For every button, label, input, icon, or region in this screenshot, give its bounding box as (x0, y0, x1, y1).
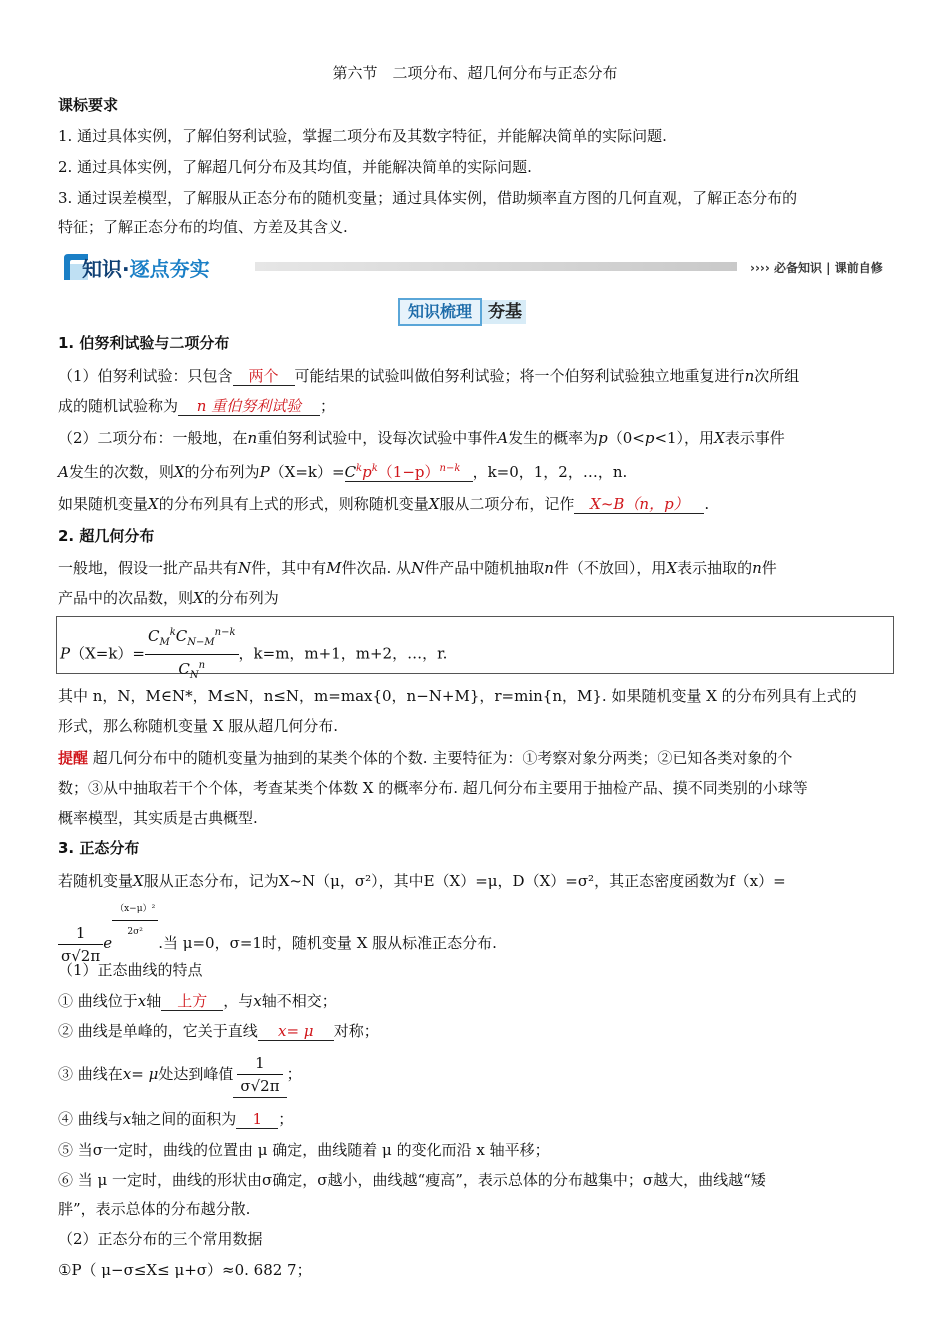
text: （2）二项分布：一般地，在 (58, 429, 248, 447)
var-C: C (148, 627, 160, 645)
text: 轴之间的面积为 (131, 1110, 237, 1128)
var-A: A (58, 463, 69, 481)
hypergeometric-formula (60, 622, 892, 687)
var-x: x (122, 1110, 132, 1128)
standards-item-3-cont: 特征；了解正态分布的均值、方差及其含义. (58, 218, 348, 236)
var-X: X (173, 463, 185, 481)
sup-exp: n−k (439, 463, 461, 474)
numerator: 1 (237, 1052, 282, 1075)
var-P: P (60, 644, 71, 663)
var-n: n (544, 559, 554, 577)
answer-blank: n 重伯努利试验 (178, 397, 320, 416)
sec2-para-4: 形式，那么称随机变量 X 服从超几何分布. (58, 717, 338, 735)
var-C: C (344, 463, 357, 481)
var-x: x (137, 992, 147, 1010)
text: 发生的次数，则 (68, 463, 174, 481)
curve-feature-5: ⑤ 当σ一定时，曲线的位置由 μ 确定，曲线随着 μ 的变化而沿 x 轴平移； (58, 1141, 550, 1159)
exp-numerator: （x−μ）² (112, 898, 158, 921)
sup-n: n (198, 660, 206, 671)
text: 一般地，假设一批产品共有 (58, 559, 239, 577)
sec2-para-2 (58, 588, 892, 608)
text: （X=k）= (269, 463, 345, 481)
sec1-para-1 (58, 366, 892, 386)
text: 次所组 (754, 367, 800, 385)
answer-blank: X~B（n，p） (574, 495, 704, 514)
text: ； (286, 1065, 302, 1083)
exponent-fraction (112, 898, 158, 943)
var-X: X (428, 495, 440, 513)
banner-dot: · (122, 257, 130, 281)
banner-title-b: 逐点夯实 (129, 257, 210, 281)
answer-blank: 两个 (233, 367, 295, 386)
sqrt-2pi: √2π (71, 946, 101, 965)
text: ； (320, 397, 336, 415)
badge-tail: 夯基 (482, 300, 526, 324)
knowledge-badge (398, 298, 526, 326)
text: 服从二项分布，记作 (439, 495, 575, 513)
standards-item-3: 3. 通过误差模型，了解服从正态分布的随机变量；通过具体实例，借助频率直方图的几何直观，了解正态分布的 (58, 189, 798, 207)
text: 件，其中有 (251, 559, 327, 577)
var-N: N (238, 559, 252, 577)
tip-line-2: 数；③从中抽取若干个个体，考查某类个体数 X 的概率分布. 超几何分布主要用于抽检产品、摸不同类别的小球等 (58, 779, 808, 797)
sec1-para-2 (58, 396, 892, 416)
curve-feature-1 (58, 991, 892, 1011)
answer-blank: 1 (236, 1110, 278, 1129)
sup-k: k (169, 627, 176, 638)
text: X~N（μ，σ²），其中 (278, 872, 424, 890)
text: E（X）=μ，D（X）=σ²，其正态密度函数为 (423, 872, 730, 890)
answer-blank-binomial (345, 460, 473, 482)
text: 产品中的次品数，则 (58, 589, 194, 607)
common-data-1: ①P（ μ−σ≤X≤ μ+σ）≈0. 682 7； (58, 1261, 312, 1279)
text: 表示抽取的 (677, 559, 753, 577)
var-A: A (497, 429, 509, 447)
sec2-heading: 2. 超几何分布 (58, 527, 155, 545)
text: （0< (607, 429, 645, 447)
text: 的分布列为 (184, 463, 260, 481)
text: 服从正态分布，记为 (143, 872, 279, 890)
var-n: n (752, 559, 762, 577)
sup-n-k: n−k (214, 627, 236, 638)
tip-line-1 (58, 748, 892, 768)
sec3-sub1: （1）正态曲线的特点 (58, 961, 203, 979)
text: 轴 (146, 992, 162, 1010)
formula-part: （1−p） (377, 463, 440, 481)
var-X: X (193, 589, 204, 607)
sec1-para-5 (58, 494, 892, 514)
hyper-denominator (145, 655, 239, 687)
var-p: p (598, 429, 608, 447)
text: f（x）= (729, 872, 786, 890)
text: . (704, 495, 710, 513)
sup-k: k (371, 463, 378, 474)
sec1-para-4 (58, 460, 892, 482)
text: 处达到峰值 (158, 1065, 234, 1083)
text: 的分布列为 (203, 589, 279, 607)
var-N: N (411, 559, 425, 577)
text: ④ 曲线与 (58, 1110, 123, 1128)
var-p: p (644, 429, 655, 447)
sigma: σ (61, 946, 72, 965)
hyper-numerator (145, 622, 239, 655)
text: 可能结果的试验叫做伯努利试验；将一个伯努利试验独立地重复进行 (294, 367, 745, 385)
text: 件次品. 从 (341, 559, 412, 577)
text: ； (278, 1110, 294, 1128)
text: 件 (761, 559, 777, 577)
sub-N-M: N−M (187, 637, 215, 648)
sqrt-2pi: √2π (250, 1077, 280, 1095)
denominator (237, 1075, 282, 1097)
answer-blank: x= μ (258, 1022, 334, 1041)
sec3-heading: 3. 正态分布 (58, 839, 140, 857)
text: 重伯努利试验中，设每次试验中事件 (257, 429, 498, 447)
var-M: M (326, 559, 342, 577)
text: （1）伯努利试验：只包含 (58, 367, 233, 385)
standards-item-2: 2. 通过具体实例，了解超几何分布及其均值，并能解决简单的实际问题. (58, 158, 532, 176)
text: （X=k）= (70, 644, 145, 663)
text: 发生的概率为 (508, 429, 599, 447)
standards-heading: 课标要求 (58, 96, 119, 114)
density-formula (58, 898, 892, 967)
var-n: n (744, 367, 755, 385)
text: 对称； (333, 1022, 379, 1040)
sup-k: k (356, 463, 363, 474)
curve-feature-2 (58, 1021, 892, 1041)
badge-box: 知识梳理 (398, 298, 482, 326)
text: ，与 (223, 992, 254, 1010)
text: .当 μ=0，σ=1时，随机变量 X 服从标准正态分布. (158, 934, 497, 952)
sec1-para-3 (58, 428, 892, 448)
text: 件产品中随机抽取 (424, 559, 545, 577)
sec1-heading: 1. 伯努利试验与二项分布 (58, 334, 230, 352)
exp-denominator: 2σ² (127, 927, 143, 937)
var-X: X (148, 495, 159, 513)
tip-label: 提醒 (58, 749, 89, 767)
curve-feature-4 (58, 1109, 892, 1129)
curve-feature-3 (58, 1052, 892, 1098)
sub-N: N (189, 670, 199, 681)
sec2-para-1 (58, 558, 892, 578)
text: ① 曲线位于 (58, 992, 138, 1010)
text: 超几何分布中的随机变量为抽到的某类个体的个数. 主要特征为：①考察对象分两类；②已知各类对象的个 (92, 749, 793, 767)
standards-item-1: 1. 通过具体实例，了解伯努利试验，掌握二项分布及其数字特征，并能解决简单的实际问题. (58, 127, 667, 145)
var-p: p (362, 463, 372, 481)
text: <1），用 (654, 429, 715, 447)
numerator: 1 (58, 922, 103, 945)
var-x: x (253, 992, 262, 1010)
sub-M: M (159, 637, 170, 648)
text: 成的随机试验称为 (58, 397, 179, 415)
var-C: C (175, 627, 188, 645)
curve-feature-6-cont: 胖”，表示总体的分布越分散. (58, 1200, 251, 1218)
var-e: e (103, 934, 113, 952)
sec2-para-3: 其中 n，N，M∈N*，M≤N，n≤N，m=max{0，n−N+M}，r=min{n，M}. 如果随机变量 X 的分布列具有上式的 (58, 687, 857, 705)
text: 件（不放回），用 (553, 559, 667, 577)
sigma: σ (240, 1077, 251, 1095)
text: ，k=m，m+1，m+2，…，r. (238, 644, 448, 663)
tip-line-3: 概率模型，其实质是古典概型. (58, 809, 258, 827)
var-X: X (133, 872, 144, 890)
text: x= μ (122, 1065, 159, 1083)
sec3-sub2: （2）正态分布的三个常用数据 (58, 1230, 263, 1248)
text: ② 曲线是单峰的，它关于直线 (58, 1022, 258, 1040)
curve-feature-6: ⑥ 当 μ 一定时，曲线的形状由σ确定，σ越小，曲线越“瘦高”，表示总体的分布越集中；σ越大，曲线越“矮 (58, 1171, 766, 1189)
sec3-para-1 (58, 871, 892, 891)
text: 表示事件 (724, 429, 785, 447)
var-P: P (259, 463, 270, 481)
text: ③ 曲线在 (58, 1065, 123, 1083)
var-X: X (714, 429, 725, 447)
hyper-fraction (145, 622, 239, 687)
text: 若随机变量 (58, 872, 134, 890)
banner-title-a: 知识 (82, 257, 122, 281)
banner-right-label: ›››› 必备知识 | 课前自修 (750, 261, 883, 275)
section-banner (60, 250, 890, 284)
var-C: C (178, 660, 190, 678)
text: 轴不相交； (261, 992, 337, 1010)
var-X: X (666, 559, 678, 577)
text: 的分布列具有上式的形式，则称随机变量 (158, 495, 429, 513)
page-title: 第六节 二项分布、超几何分布与正态分布 (332, 64, 618, 82)
text: 如果随机变量 (58, 495, 149, 513)
answer-blank-peak (233, 1052, 286, 1098)
text: ，k=0，1，2，…，n. (472, 463, 628, 481)
answer-blank: 上方 (161, 992, 223, 1011)
banner-title (82, 253, 210, 282)
var-n: n (247, 429, 258, 447)
banner-bar (255, 262, 737, 271)
